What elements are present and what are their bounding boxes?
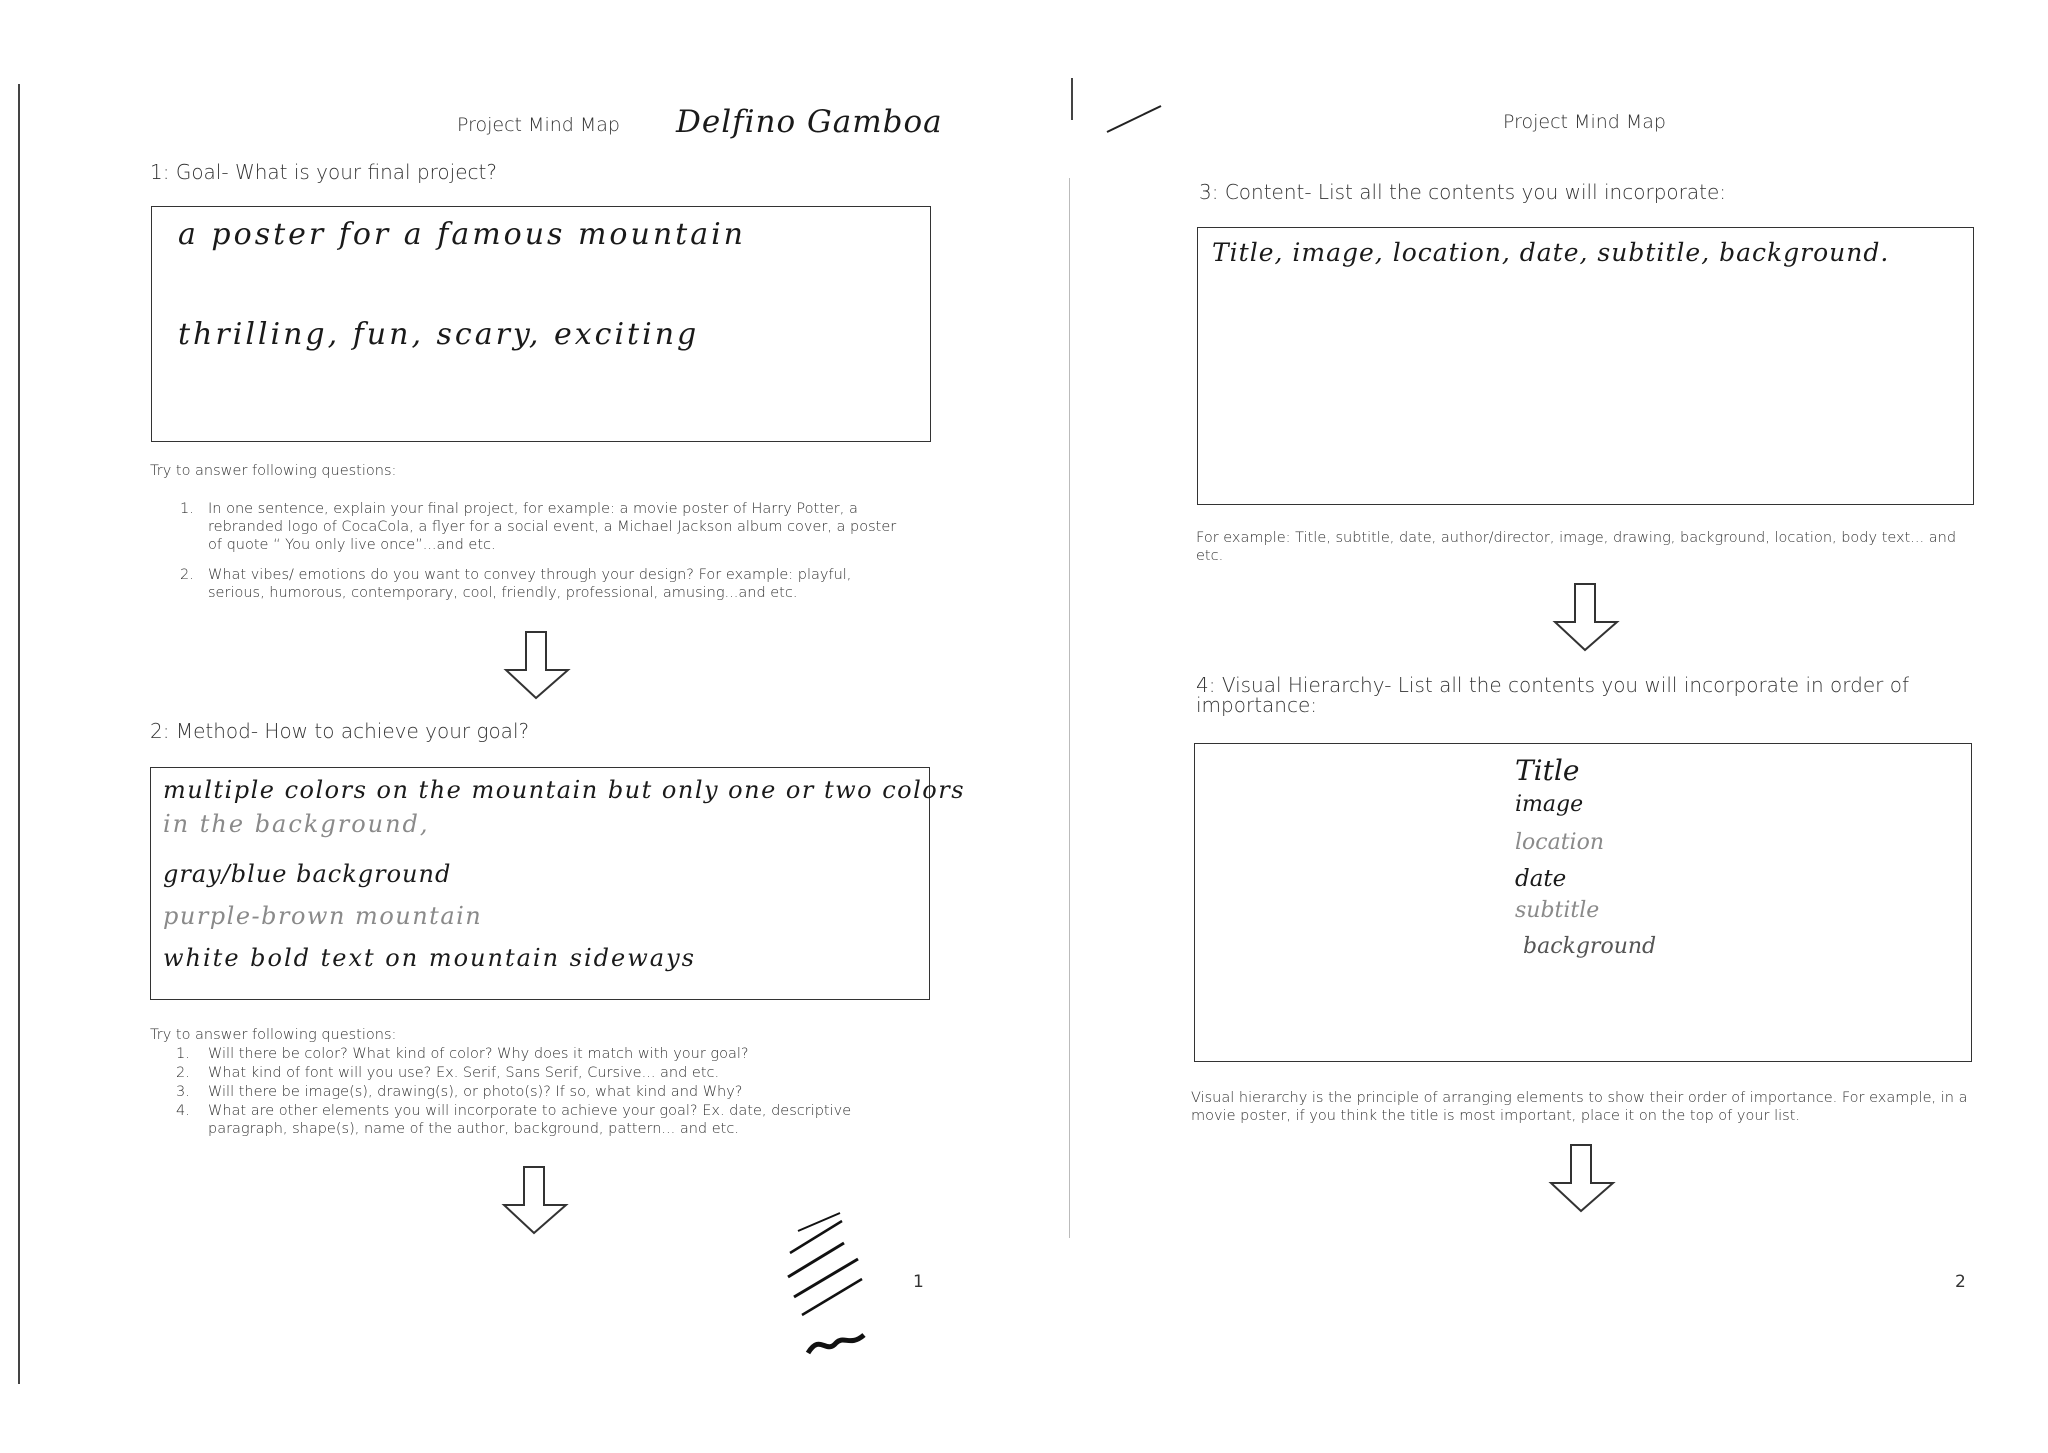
method-answer-line-4: purple-brown mountain <box>163 902 483 930</box>
method-prompt: Try to answer following questions: <box>150 1027 397 1043</box>
down-arrow-icon <box>502 630 572 700</box>
method-heading: 2: Method- How to achieve your goal? <box>150 719 530 743</box>
list-item-text: Will there be image(s), drawing(s), or photo(s)? If so, what kind and Why? <box>208 1084 743 1100</box>
list-item <box>150 1102 910 1138</box>
method-answer-line-3: gray/blue background <box>163 860 452 888</box>
hierarchy-item-1: Title <box>1515 754 1580 787</box>
list-item-text: In one sentence, explain your final project, for example: a movie poster of Harry Potter, a rebranded logo of CocaCola, a flyer for a social event, a Michael Jackson album cover, a poster of quote “ You only live once”...and etc. <box>208 501 897 553</box>
scan-edge-line <box>18 84 20 1384</box>
method-questions-list <box>150 1045 910 1139</box>
content-answer-box[interactable] <box>1197 227 1974 505</box>
down-arrow-icon <box>500 1165 570 1235</box>
page-title: Project Mind Map <box>1503 111 1666 133</box>
page-number: 2 <box>1955 1272 1966 1292</box>
hierarchy-note: Visual hierarchy is the principle of arranging elements to show their order of importance. For example, in a movie poster, if you think the title is most important, place it on the top of your list. <box>1191 1090 1968 1124</box>
hierarchy-item-3: location <box>1515 830 1605 855</box>
page-title: Project Mind Map <box>457 114 620 136</box>
list-item <box>150 1045 910 1063</box>
page-number: 1 <box>913 1272 924 1292</box>
list-item-number: 4. <box>176 1103 190 1119</box>
pen-scribble-marks <box>780 1215 880 1365</box>
down-arrow-icon <box>1547 1143 1617 1213</box>
list-item-text: What are other elements you will incorporate to achieve your goal? Ex. date, descriptive paragraph, shape(s), name of the author, background, pattern... and etc. <box>208 1103 852 1137</box>
fold-line <box>1069 178 1070 1238</box>
method-answer-line-1: multiple colors on the mountain but only one or two colors <box>163 776 966 804</box>
goal-answer-box[interactable] <box>151 206 931 442</box>
list-item <box>150 1064 910 1082</box>
worksheet-page-2 <box>1075 0 2048 1453</box>
method-answer-box[interactable] <box>150 767 966 1000</box>
goal-prompt: Try to answer following questions: <box>150 463 397 479</box>
hierarchy-heading: 4: Visual Hierarchy- List all the contents you will incorporate in order of importance: <box>1196 673 1909 717</box>
method-answer-line-5: white bold text on mountain sideways <box>163 944 696 972</box>
student-name: Delfino Gamboa <box>676 104 943 140</box>
hierarchy-item-6: background <box>1523 934 1657 959</box>
content-heading: 3: Content- List all the contents you will incorporate: <box>1199 180 1726 204</box>
list-item-number: 1. <box>180 501 194 517</box>
content-answer-text: Title, image, location, date, subtitle, background. <box>1212 238 1890 267</box>
hierarchy-item-5: subtitle <box>1515 898 1600 923</box>
list-item <box>150 1083 910 1101</box>
goal-questions-list <box>150 500 910 614</box>
goal-answer-line-1: a poster for a famous mountain <box>178 217 746 252</box>
scan-edge-line <box>1071 78 1073 120</box>
list-item-text: What vibes/ emotions do you want to convey through your design? For example: playful, serious, humorous, contemporary, cool, friendly, professional, amusing...and etc. <box>208 567 852 601</box>
list-item-number: 2. <box>176 1065 190 1081</box>
list-item <box>150 500 910 554</box>
hierarchy-answer-box[interactable] <box>1194 743 1972 1062</box>
list-item-number: 3. <box>176 1084 190 1100</box>
list-item-text: Will there be color? What kind of color? Why does it match with your goal? <box>208 1046 749 1062</box>
list-item-number: 1. <box>176 1046 190 1062</box>
hierarchy-item-2: image <box>1515 792 1584 817</box>
list-item-number: 2. <box>180 567 194 583</box>
method-answer-line-2: in the background, <box>163 810 430 838</box>
hierarchy-item-4: date <box>1515 866 1567 892</box>
list-item-text: What kind of font will you use? Ex. Serif, Sans Serif, Cursive... and etc. <box>208 1065 720 1081</box>
down-arrow-icon <box>1551 582 1621 652</box>
pen-stroke-mark <box>1105 100 1165 140</box>
goal-answer-line-2: thrilling, fun, scary, exciting <box>178 317 700 352</box>
list-item <box>150 566 910 602</box>
content-example: For example: Title, subtitle, date, author/director, image, drawing, background, location, body text... and etc. <box>1196 530 1957 564</box>
goal-heading: 1: Goal- What is your final project? <box>150 160 497 184</box>
